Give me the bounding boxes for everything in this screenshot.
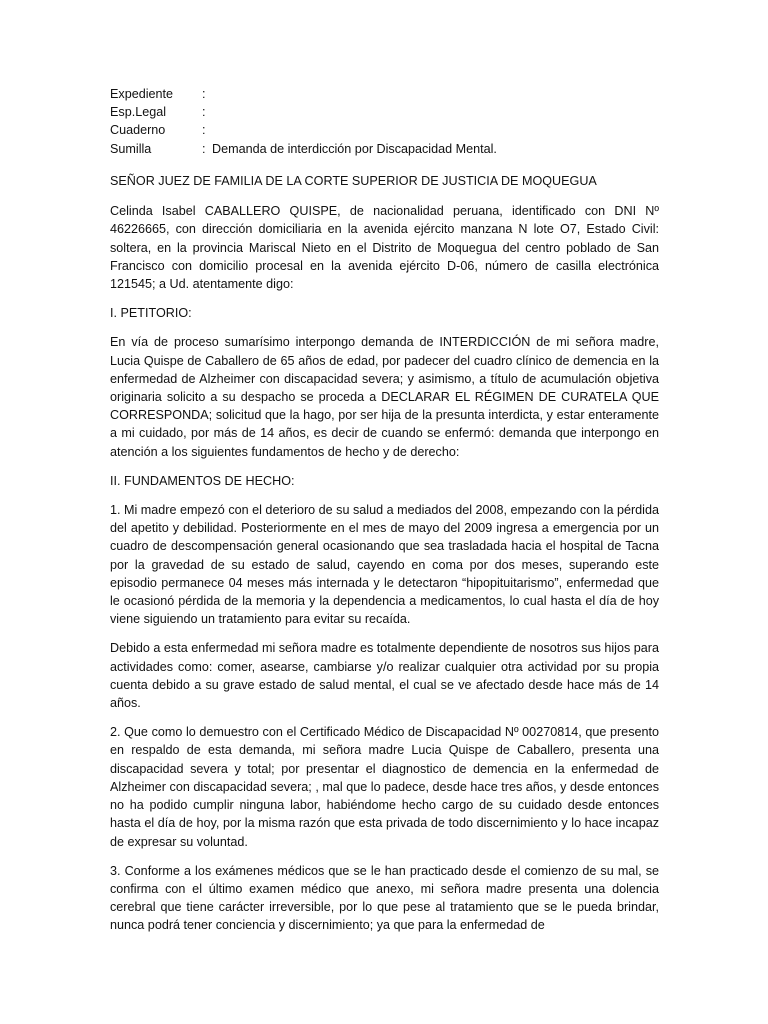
header-value (212, 103, 670, 121)
section-heading-petitorio: I. PETITORIO: (110, 306, 192, 321)
header-colon: : (202, 87, 206, 101)
header-label: Cuaderno (110, 123, 166, 138)
header-label: Sumilla (110, 141, 152, 156)
intro-paragraph: Celinda Isabel CABALLERO QUISPE, de nacionalidad peruana, identificado con DNI Nº 46226665, con dirección domiciliaria en la avenida ejército manzana N lote O7, Estado Civil: soltera, en la provincia Mariscal Nieto en el Distrito de Moquegua del centro poblado de San Francisco con domicilio procesal en la avenida ejército D-06, número de casilla electrónica 121545; a Ud. atentamente digo: (110, 204, 659, 292)
fact-paragraph: 1. Mi madre empezó con el deterioro de su salud a mediados del 2008, empezando con la pérdida del apetito y debilidad. Posteriormente en el mes de mayo del 2009 ingresa a emergencia por un cuadro de descompensación general ocasionando que sea trasladada hacia el hospital de Tacna por la gravedad de su estado de salud, cayendo en coma por dos meses, superando este episodio permanece 04 meses más internada y le detectaron “hipopituitarismo”, enfermedad que le ocasionó pérdida de la memoria y la dependencia a medicamentos, lo cual hasta el día de hoy viene siguiendo un tratamiento para evitar su recaída. (110, 503, 659, 627)
header-value: Demanda de interdicción por Discapacidad Mental. (212, 141, 497, 156)
header-colon: : (202, 123, 206, 138)
header-value (212, 121, 670, 139)
header-label: Expediente (110, 87, 174, 101)
section-heading-fundamentos: II. FUNDAMENTOS DE HECHO: (110, 473, 295, 488)
header-value (212, 85, 670, 103)
header-colon: : (202, 105, 206, 120)
header-label: Esp.Legal (110, 105, 167, 120)
header-row-sumilla (110, 140, 670, 158)
case-header (110, 85, 670, 158)
header-row-expediente (110, 85, 670, 103)
petitorio-paragraph: En vía de proceso sumarísimo interpongo demanda de INTERDICCIÓN de mi señora madre, Lucia Quispe de Caballero de 65 años de edad, por padecer del cuadro clínico de demencia en la enfermedad de Alzheimer con discapacidad severa; y asimismo, a título de acumulación objetiva originaria solicito a su despacho se proceda a DECLARAR EL RÉGIMEN DE CURATELA QUE CORRESPONDA; solicitud que la hago, por ser hija de la presunta interdicta, y estar enteramente a mi cuidado, por más de 14 años, es decir de cuando se enfermó: demanda que interpongo en atención a los siguientes fundamentos de hecho y de derecho: (110, 335, 659, 459)
fact-paragraph: Debido a esta enfermedad mi señora madre es totalmente dependiente de nosotros sus hijos para actividades como: comer, asearse, cambiarse y/o realizar cualquier otra actividad por su propia cuenta debido a su grave estado de salud mental, el cual se ve afectado desde hace más de 14 años. (110, 641, 659, 711)
header-row-esp-legal (110, 103, 670, 121)
header-colon: : (202, 141, 206, 156)
fact-paragraph: 3. Conforme a los exámenes médicos que se le han practicado desde el comienzo de su mal, se confirma con el último examen médico que anexo, mi señora madre presenta una dolencia cerebral que tiene carácter irreversible, por lo que pese al tratamiento que se le pueda brindar, nunca podrá tener conciencia y discernimiento; ya que para la enfermedad de (110, 863, 659, 933)
document-body (110, 172, 659, 946)
header-row-cuaderno (110, 121, 670, 139)
addressee: SEÑOR JUEZ DE FAMILIA DE LA CORTE SUPERIOR DE JUSTICIA DE MOQUEGUA (110, 174, 597, 188)
fact-paragraph: 2. Que como lo demuestro con el Certificado Médico de Discapacidad Nº 00270814, que presento en respaldo de esta demanda, mi señora madre Lucia Quispe de Caballero, presenta una discapacidad severa y total; por presentar el diagnostico de demencia en la enfermedad de Alzheimer con discapacidad severa; , mal que lo padece, desde hace tres años, y desde entonces no ha podido cumplir ninguna labor, habiéndome hecho cargo de su cuidado desde entonces hasta el día de hoy, por la misma razón que esta privada de todo discernimiento y lo hace incapaz de expresar su voluntad. (110, 725, 659, 849)
